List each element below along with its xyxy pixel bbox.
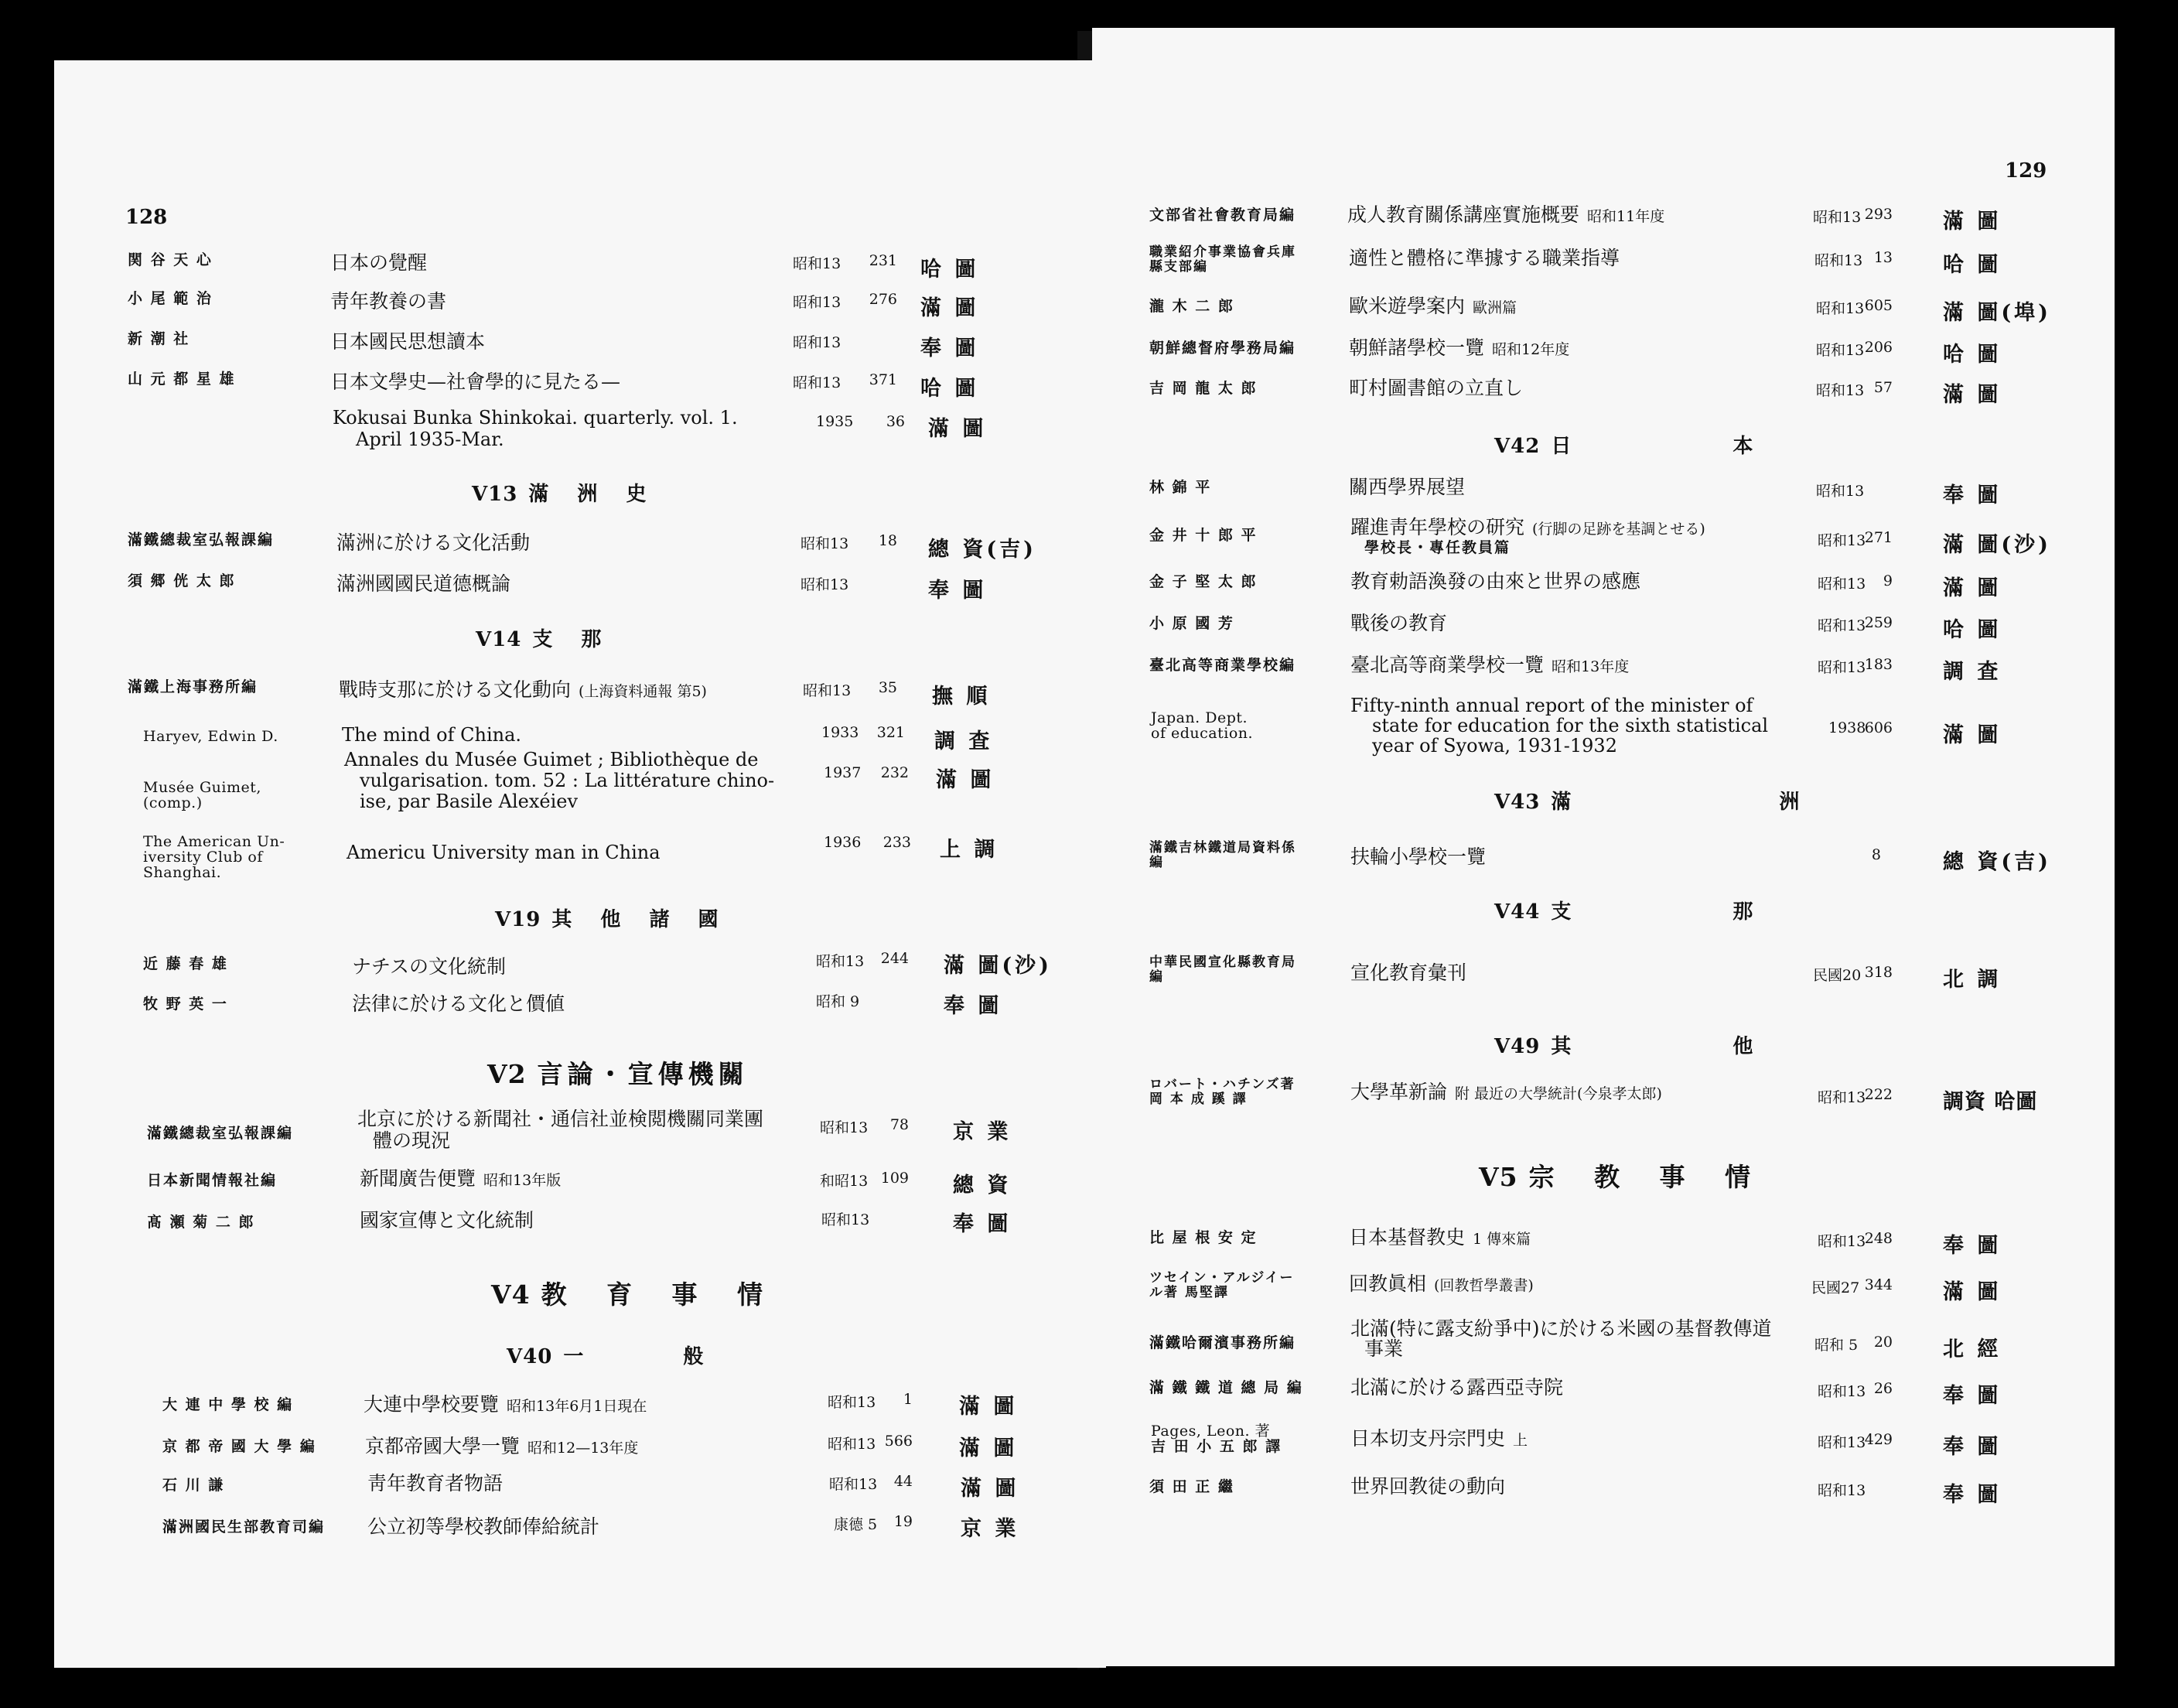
entry-pages: 26: [1873, 1380, 1893, 1397]
entry-year: 昭和13: [820, 1119, 869, 1136]
entry-title: 適性と體格に準據する職業指導: [1349, 247, 1620, 269]
entry-pages: 344: [1864, 1276, 1893, 1293]
entry-author: 滿 鐵 鐵 道 總 局 編: [1149, 1379, 1303, 1396]
entry-location: 總 資: [953, 1173, 1012, 1197]
entry-title: 朝鮮諸學校一覽 昭和12年度: [1349, 336, 1570, 359]
entry-title: The mind of China.: [342, 724, 522, 746]
entry-pages: 318: [1864, 964, 1893, 981]
entry-year: 昭和13: [793, 374, 842, 391]
entry-author: 石 川 謙: [162, 1477, 225, 1494]
entry-location: 京 業: [953, 1120, 1012, 1144]
entry-title-line: 北滿(特に露支紛爭中)に於ける米國の基督教傳道: [1350, 1317, 1772, 1340]
entry-author: ル著 馬堅譯: [1149, 1285, 1229, 1300]
section-heading: V13 滿 洲 史: [472, 483, 657, 506]
entry-year: 昭和13: [801, 535, 849, 552]
entry-location: 哈 圖: [1943, 343, 2002, 367]
entry-author: Pages, Leon. 著: [1151, 1423, 1271, 1440]
entry-year: 昭和13: [829, 1476, 878, 1493]
entry-location: 調 査: [1943, 660, 2002, 684]
entry-year: 1938: [1828, 719, 1866, 736]
section-heading: V19 其 他 諸 國: [495, 908, 729, 931]
entry-location: 奉 圖: [928, 579, 987, 603]
entry-title: 大學革新論 附 最近の大學統計(今泉孝太郎): [1350, 1081, 1662, 1103]
entry-pages: 57: [1873, 379, 1893, 396]
entry-pages: 606: [1864, 719, 1893, 736]
entry-pages: 244: [880, 950, 909, 967]
entry-title: 京都帝國大學一覽 昭和12—13年度: [365, 1435, 639, 1457]
entry-pages: 183: [1864, 656, 1893, 673]
right-page: [1092, 28, 2115, 1666]
entry-author: Japan. Dept.: [1151, 709, 1248, 726]
entry-location: 滿 圖: [959, 1395, 1018, 1419]
entry-year: 民國27: [1811, 1279, 1860, 1296]
entry-pages: 9: [1883, 572, 1893, 589]
entry-year: 昭和13: [1816, 342, 1865, 359]
entry-title: 新聞廣告便覽 昭和13年版: [360, 1167, 562, 1190]
entry-title: 教育勅語渙發の由來と世界の感應: [1350, 570, 1641, 593]
section-heading: V44 支 那: [1494, 900, 1831, 924]
entry-author: The American Un-: [143, 833, 285, 850]
entry-author: 大 連 中 學 校 編: [162, 1396, 294, 1413]
entry-author: 滿洲國民生部教育司編: [162, 1518, 326, 1535]
entry-pages: 321: [876, 724, 905, 741]
entry-title: 宣化教育彙刊: [1350, 962, 1467, 984]
section-heading: V5 宗 教 事 情: [1479, 1162, 1767, 1192]
entry-year: 昭和13: [828, 1436, 876, 1453]
entry-author: ロバート・ハチンズ著: [1149, 1077, 1296, 1092]
entry-author: 瀧 木 二 郎: [1149, 298, 1234, 315]
entry-year: 昭和13: [793, 255, 842, 272]
section-heading: V4 教 育 事 情: [491, 1279, 779, 1310]
entry-location: 上 調: [940, 838, 999, 862]
entry-title-line: 北京に於ける新聞社・通信社並検閲機關同業團: [357, 1108, 764, 1130]
entry-author: 林 錦 平: [1149, 479, 1212, 496]
entry-author: 吉 岡 龍 太 郎: [1149, 380, 1258, 397]
entry-author: 近 藤 春 雄: [143, 955, 228, 972]
entry-pages: 429: [1864, 1431, 1893, 1448]
page-number: 129: [2005, 159, 2047, 183]
entry-title: 戰時支那に於ける文化動向 (上海資料通報 第5): [339, 678, 707, 701]
entry-author: 京 都 帝 國 大 學 編: [162, 1438, 316, 1455]
section-heading: V43 滿 洲: [1494, 791, 1900, 814]
entry-author: 新 潮 社: [128, 330, 190, 347]
entry-pages: 44: [893, 1473, 913, 1490]
entry-location: 哈 圖: [920, 377, 979, 401]
entry-title: 大連中學校要覽 昭和13年6月1日現在: [364, 1393, 647, 1416]
entry-year: 昭和13: [1818, 1233, 1866, 1250]
entry-title-line: Kokusai Bunka Shinkokai. quarterly. vol. 1.: [333, 407, 738, 429]
entry-title: 臺北高等商業學校一覽 昭和13年度: [1350, 654, 1630, 676]
entry-location: 京 業: [961, 1517, 1019, 1541]
entry-year: 昭和13: [1816, 382, 1865, 399]
entry-location: 哈 圖: [1943, 253, 2002, 277]
entry-author: ツセイン・アルジイー: [1149, 1270, 1295, 1286]
entry-year: 昭和 9: [816, 993, 860, 1010]
entry-year: 昭和13: [1814, 252, 1863, 269]
entry-location: 滿 圖(埠): [1943, 301, 2051, 325]
entry-year: 昭和13: [1818, 1383, 1866, 1400]
entry-author: 滿鐵哈爾濱事務所編: [1149, 1334, 1296, 1351]
entry-location: 哈 圖: [1943, 618, 2002, 642]
entry-title: 滿洲に於ける文化活動: [336, 531, 531, 554]
entry-author: 滿鐵吉林鐵道局資料係: [1149, 840, 1296, 856]
page-number: 128: [125, 206, 168, 229]
entry-year: 昭和13: [1818, 1434, 1866, 1451]
entry-author: 滿鐵上海事務所編: [128, 678, 258, 695]
section-heading: V49 其 他: [1494, 1035, 1831, 1058]
entry-year: 和昭13: [820, 1173, 869, 1190]
entry-subtitle: 學校長・專任教員篇: [1364, 539, 1511, 556]
entry-author: 髙 瀬 菊 二 郎: [147, 1214, 255, 1231]
entry-title-line: vulgarisation. tom. 52 : La littérature chino-: [360, 770, 775, 791]
entry-pages: 8: [1871, 846, 1881, 863]
entry-year: 昭和 5: [1814, 1337, 1859, 1354]
entry-year: 昭和13: [803, 682, 852, 699]
entry-year: 昭和13: [1818, 576, 1866, 593]
entry-location: 滿 圖: [1943, 576, 2002, 600]
entry-location: 滿 圖: [1943, 723, 2002, 747]
entry-title: ナチスの文化統制: [352, 955, 507, 978]
entry-location: 奉 圖: [953, 1212, 1012, 1236]
entry-pages: 18: [878, 532, 897, 549]
entry-pages: 232: [880, 764, 909, 781]
entry-location: 滿 圖(沙): [1943, 533, 2051, 557]
entry-author: Musée Guimet,: [143, 779, 261, 796]
entry-pages: 36: [886, 413, 905, 430]
entry-author: 編: [1149, 855, 1164, 870]
entry-author: 朝鮮總督府學務局編: [1149, 340, 1296, 357]
entry-author: 日本新聞情報社編: [147, 1172, 278, 1189]
entry-year: 昭和13: [793, 294, 842, 311]
entry-author: 金 井 十 郎 平: [1149, 527, 1258, 544]
section-heading: V42 日 本: [1494, 435, 1831, 458]
entry-location: 奉 圖: [944, 994, 1002, 1018]
entry-title: 法律に於ける文化と價値: [352, 992, 565, 1015]
entry-author: 編: [1149, 969, 1164, 985]
entry-year: 昭和13: [828, 1394, 876, 1411]
entry-title: 回教眞相 (回教哲學叢書): [1349, 1272, 1534, 1295]
entry-title-line: 體の現況: [373, 1129, 451, 1152]
entry-year: 昭和13: [821, 1211, 870, 1228]
entry-location: 奉 圖: [1943, 1384, 2002, 1408]
entry-location: 滿 圖: [961, 1477, 1019, 1501]
entry-author: 文部省社會教育局編: [1149, 207, 1296, 224]
entry-author: 吉 田 小 五 郎 譯: [1151, 1438, 1282, 1455]
entry-pages: 605: [1864, 297, 1893, 314]
entry-title-line: 事業: [1364, 1337, 1404, 1360]
entry-pages: 231: [869, 252, 897, 269]
entry-title: 成人教育關係講座實施概要 昭和11年度: [1347, 203, 1665, 226]
entry-title: 靑年教養の書: [330, 290, 447, 313]
entry-title-line: April 1935-Mar.: [356, 429, 504, 450]
entry-year: 昭和13: [1818, 1482, 1866, 1499]
entry-author: iversity Club of: [143, 849, 263, 866]
entry-pages: 566: [884, 1433, 913, 1450]
entry-pages: 222: [1864, 1086, 1893, 1103]
entry-location: 總 資(吉): [1943, 850, 2051, 874]
entry-author: 滿鐵總裁室弘報課編: [128, 531, 275, 548]
entry-location: 撫 順: [932, 685, 991, 709]
entry-location: 滿 圖: [928, 417, 987, 441]
entry-pages: 248: [1864, 1230, 1893, 1247]
entry-location: 滿 圖: [936, 768, 995, 792]
entry-location: 調 査: [934, 729, 993, 753]
entry-title: 町村圖書館の立直し: [1349, 377, 1524, 399]
entry-author: 小 原 國 芳: [1149, 615, 1234, 632]
entry-year: 昭和13: [801, 576, 849, 593]
entry-author: 金 子 堅 太 郎: [1149, 573, 1258, 590]
entry-pages: 271: [1864, 529, 1893, 546]
entry-year: 昭和13: [1813, 209, 1862, 226]
entry-location: 滿 圖: [1943, 383, 2002, 407]
entry-author: 職業紹介事業協會兵庫: [1149, 244, 1296, 260]
left-page: [54, 60, 1106, 1668]
entry-year: 昭和13: [1818, 659, 1866, 676]
entry-location: 奉 圖: [1943, 1234, 2002, 1258]
entry-title: 日本切支丹宗門史 上: [1350, 1427, 1528, 1450]
entry-location: 總 資(吉): [928, 538, 1036, 562]
entry-location: 奉 圖: [1943, 1483, 2002, 1507]
entry-title: 靑年教育者物語: [367, 1472, 504, 1494]
entry-year: 昭和13: [793, 334, 842, 351]
entry-author: 関 谷 天 心: [128, 251, 213, 268]
entry-location: 滿 圖(沙): [944, 954, 1052, 978]
entry-title: 扶輪小學校一覽: [1350, 845, 1487, 868]
entry-year: 昭和13: [1818, 1089, 1866, 1106]
entry-title-line: Annales du Musée Guimet ; Bibliothèque de: [344, 749, 759, 770]
entry-pages: 233: [882, 834, 911, 851]
entry-location: 奉 圖: [920, 336, 979, 360]
entry-location: 北 調: [1943, 968, 2002, 992]
entry-year: 昭和13: [1816, 483, 1865, 500]
entry-title: 戰後の教育: [1350, 612, 1448, 634]
entry-author: 比 屋 根 安 定: [1149, 1229, 1258, 1246]
entry-title: 關西學界展望: [1349, 476, 1466, 498]
entry-location: 滿 圖: [1943, 1280, 2002, 1304]
entry-pages: 19: [893, 1513, 913, 1530]
entry-author: 岡 本 成 蹊 譯: [1149, 1091, 1248, 1107]
entry-author: Haryev, Edwin D.: [143, 728, 278, 745]
entry-pages: 206: [1864, 339, 1893, 356]
entry-location: 調資 哈圖: [1943, 1090, 2038, 1114]
entry-title-line: year of Syowa, 1931-1932: [1372, 735, 1617, 757]
entry-author: 臺北高等商業學校編: [1149, 657, 1296, 674]
entry-author: (comp.): [143, 794, 203, 811]
entry-author: 山 元 都 星 雄: [128, 371, 236, 388]
entry-pages: 109: [880, 1170, 909, 1187]
entry-title: 國家宣傳と文化統制: [360, 1209, 534, 1231]
entry-author: 縣支部編: [1149, 259, 1208, 275]
entry-location: 奉 圖: [1943, 1435, 2002, 1459]
entry-title: 日本の覺醒: [330, 251, 428, 274]
entry-title-line: 躍進靑年學校の研究 (行脚の足跡を基調とせる): [1350, 516, 1705, 538]
entry-pages: 276: [869, 291, 897, 308]
entry-pages: 35: [878, 679, 897, 696]
entry-location: 滿 圖: [1943, 210, 2002, 234]
entry-author: 小 尾 範 治: [128, 290, 213, 307]
section-heading: V14 支 那: [476, 628, 613, 651]
entry-location: 北 經: [1943, 1337, 2002, 1361]
entry-pages: 1: [903, 1391, 913, 1408]
entry-pages: 293: [1864, 206, 1893, 223]
entry-year: 1935: [816, 413, 854, 430]
entry-location: 奉 圖: [1943, 483, 2002, 507]
entry-year: 昭和13: [816, 953, 865, 970]
section-heading: V2 言論・宣傳機關: [487, 1059, 749, 1089]
section-heading: V40 一 般: [507, 1345, 750, 1368]
entry-year: 昭和13: [1816, 300, 1865, 317]
entry-pages: 78: [889, 1116, 909, 1133]
entry-title: 歐米遊學案内 歐洲篇: [1349, 295, 1517, 317]
entry-title-line: state for education for the sixth statistical: [1372, 715, 1769, 736]
entry-year: 康德 5: [834, 1516, 878, 1533]
entry-location: 滿 圖: [959, 1436, 1018, 1460]
entry-location: 哈 圖: [920, 258, 979, 282]
entry-year: 民國20: [1813, 967, 1862, 984]
entry-pages: 20: [1873, 1334, 1893, 1351]
entry-year: 1933: [821, 724, 859, 741]
entry-year: 1936: [824, 834, 862, 851]
entry-title: 日本國民思想讀本: [330, 330, 486, 353]
entry-location: 滿 圖: [920, 296, 979, 320]
entry-author: 牧 野 英 一: [143, 996, 228, 1013]
entry-pages: 13: [1873, 249, 1893, 266]
entry-author: 須 郷 侊 太 郎: [128, 572, 236, 589]
entry-title: 世界回教徒の動向: [1350, 1475, 1506, 1498]
entry-title: 公立初等學校教師俸給統計: [367, 1515, 600, 1538]
entry-author: Shanghai.: [143, 864, 222, 881]
entry-author: 須 田 正 繼: [1149, 1478, 1234, 1495]
entry-author: 滿鐵總裁室弘報課編: [147, 1125, 294, 1142]
entry-title: 日本文學史—社會學的に見たる—: [330, 371, 621, 393]
entry-title: 滿洲國國民道德概論: [336, 572, 511, 595]
entry-year: 昭和13: [1818, 617, 1866, 634]
entry-title: Americu University man in China: [346, 842, 661, 863]
entry-title-line: ise, par Basile Alexéiev: [360, 791, 579, 812]
entry-year: 昭和13: [1818, 532, 1866, 549]
entry-year: 1937: [824, 764, 862, 781]
entry-pages: 371: [869, 371, 897, 388]
entry-pages: 259: [1864, 614, 1893, 631]
entry-title-line: Fifty-ninth annual report of the minister of: [1350, 695, 1753, 716]
entry-author: of education.: [1151, 725, 1254, 742]
entry-title: 北滿に於ける露西亞寺院: [1350, 1376, 1564, 1399]
entry-title: 日本基督教史 1 傳來篇: [1349, 1226, 1531, 1249]
entry-author: 中華民國宣化縣教育局: [1149, 955, 1296, 970]
